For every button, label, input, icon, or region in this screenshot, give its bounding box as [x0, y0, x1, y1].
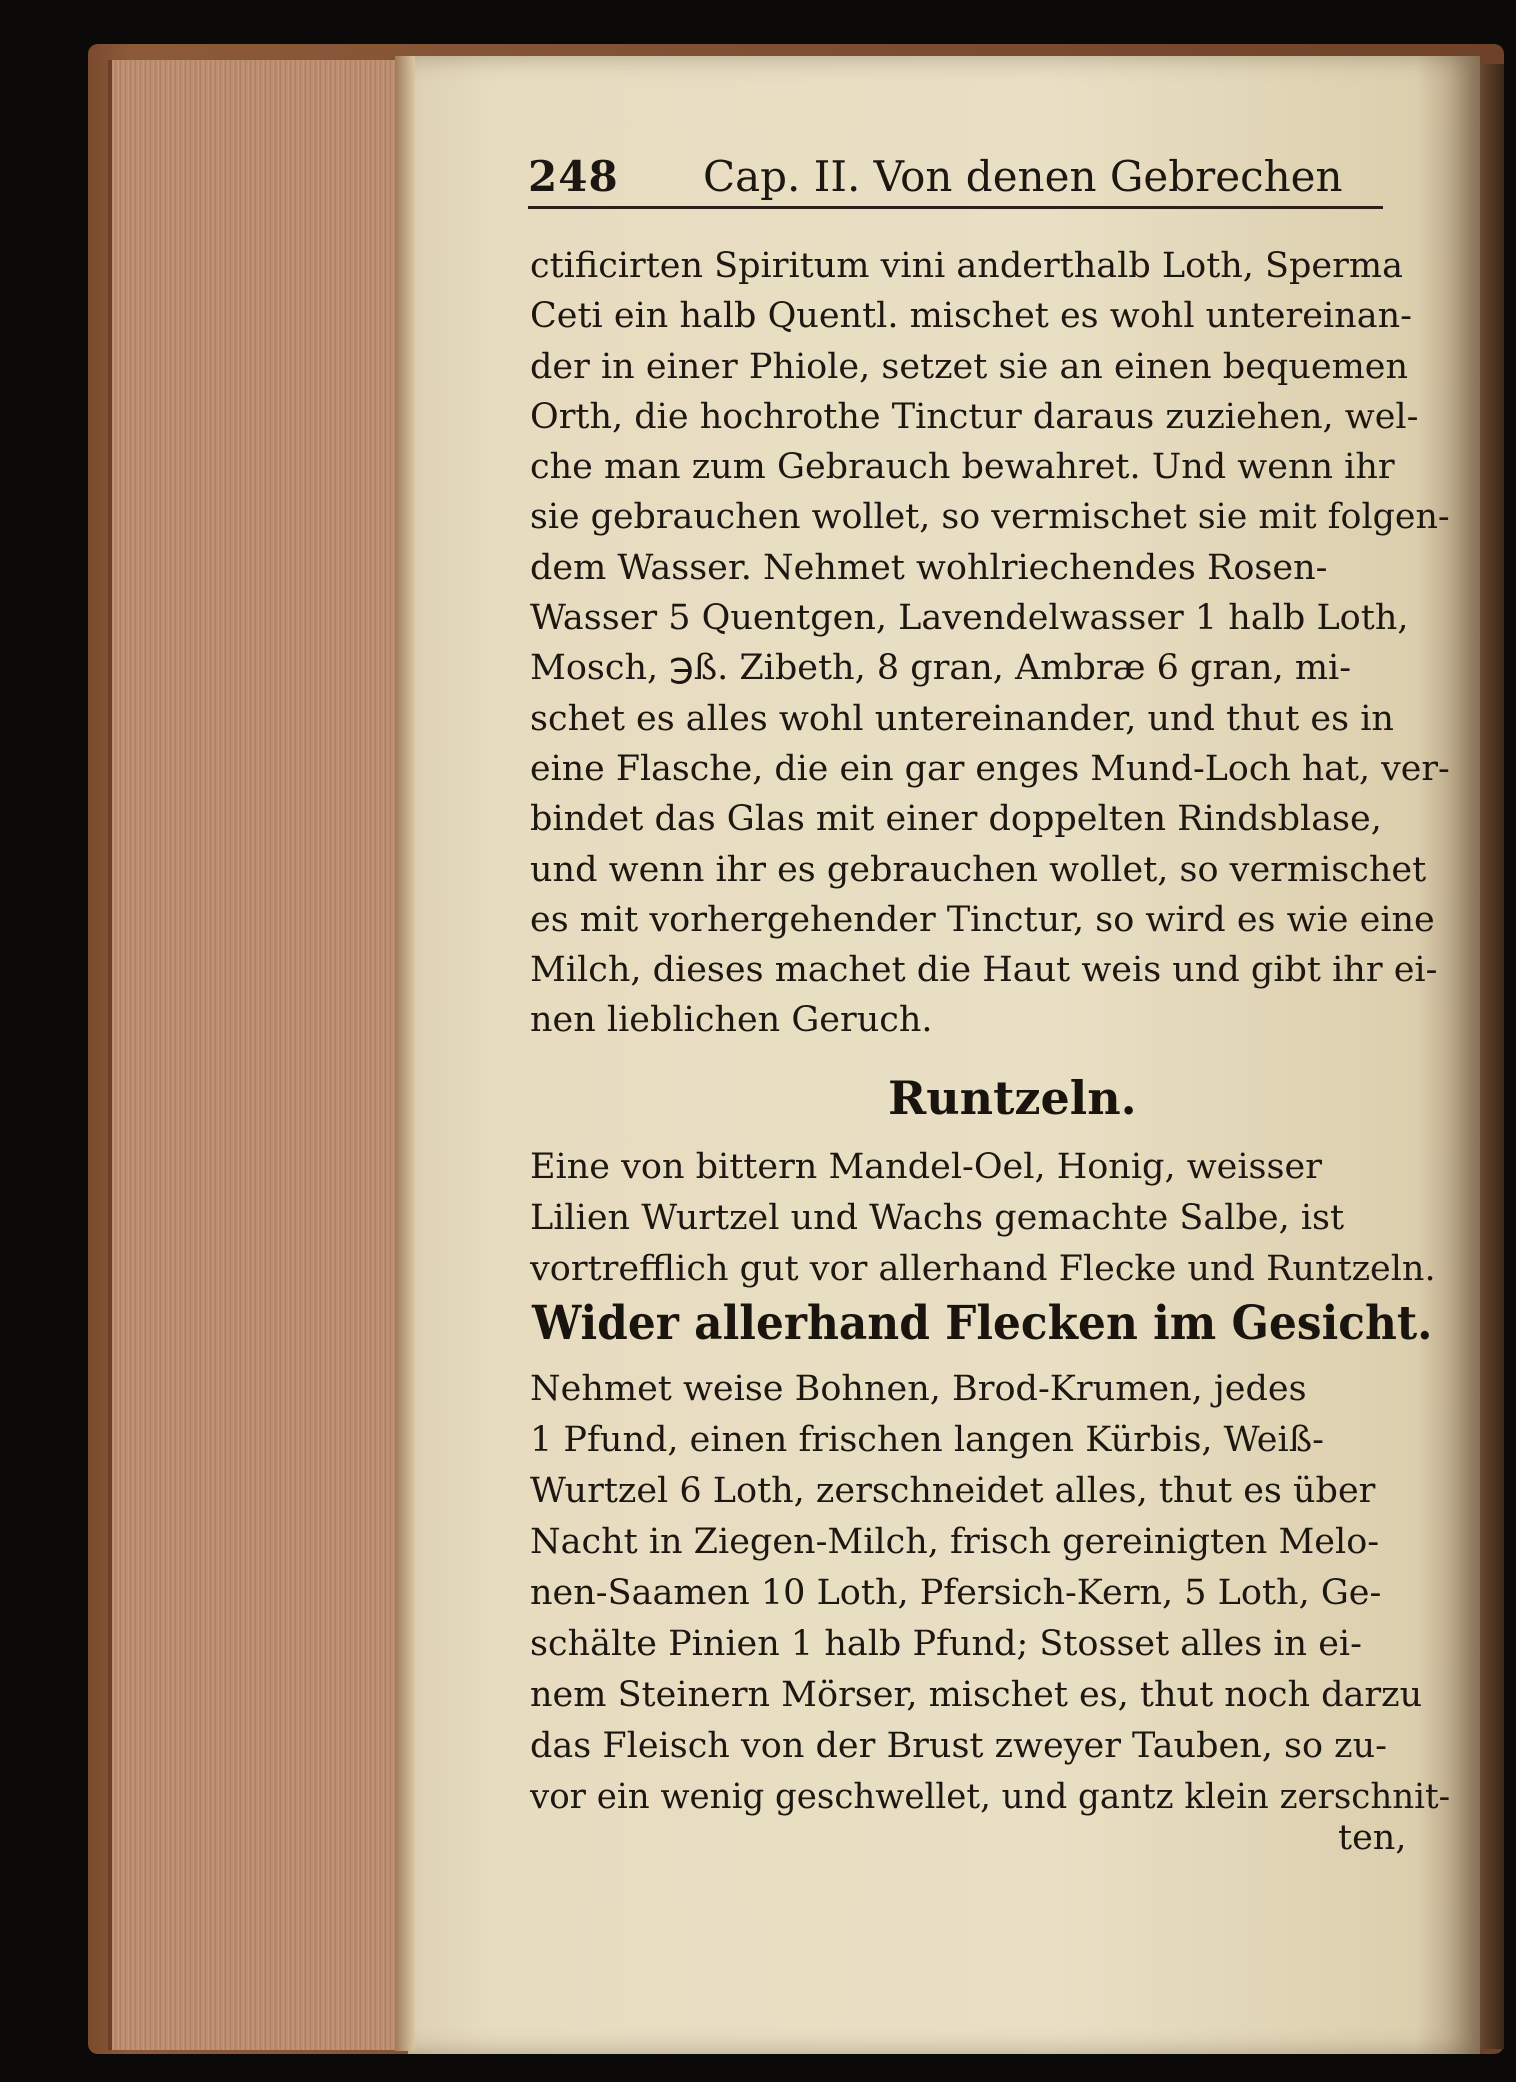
text-line: 1 Pfund, einen frischen langen Kürbis, Weiß-: [530, 1420, 1324, 1460]
running-header: [528, 144, 1428, 204]
page-block-edges: [108, 60, 412, 2050]
paragraph-recipe-continued: [530, 241, 1450, 1046]
text-line: schälte Pinien 1 halb Pfund; Stosset alles in ei-: [530, 1624, 1362, 1664]
text-line: Lilien Wurtzel und Wachs gemachte Salbe, ist: [530, 1198, 1345, 1238]
text-line: sie gebrauchen wollet, so vermischet sie mit folgen-: [530, 497, 1450, 538]
running-title: Cap. II. Von denen Gebrechen: [703, 152, 1343, 201]
text-line: Nacht in Ziegen-Milch, frisch gereinigten Melo-: [530, 1522, 1380, 1562]
section-heading-flecken: Wider allerhand Flecken im Gesicht.: [532, 1296, 1433, 1351]
section-heading-runtzeln: Runtzeln.: [888, 1071, 1137, 1125]
text-line: Wasser 5 Quentgen, Lavendelwasser 1 halb Loth,: [530, 598, 1409, 639]
text-line: ctificirten Spiritum vini anderthalb Loth, Sperma: [530, 246, 1403, 286]
text-line: vortrefflich gut vor allerhand Flecke und Runtzeln.: [530, 1249, 1436, 1289]
page-gutter: [395, 56, 415, 2051]
text-line: vor ein wenig geschwellet, und gantz klein zerschnit-: [530, 1777, 1451, 1817]
text-line: der in einer Phiole, setzet sie an einen bequemen: [530, 346, 1409, 387]
text-line: eine Flasche, die ein gar enges Mund-Loch hat, ver-: [530, 748, 1450, 789]
text-line: nen lieblichen Geruch.: [530, 1000, 933, 1041]
text-line: bindet das Glas mit einer doppelten Rindsblase,: [530, 799, 1382, 840]
text-line: Milch, dieses machet die Haut weis und gibt ihr ei-: [530, 950, 1438, 991]
paragraph-flecken: [530, 1364, 1450, 1823]
text-line: Orth, die hochrothe Tinctur daraus zuziehen, wel-: [530, 396, 1419, 437]
text-line: dem Wasser. Nehmet wohlriechendes Rosen-: [530, 547, 1328, 588]
catchword: ten,: [1338, 1818, 1407, 1858]
printed-page: [408, 56, 1480, 2054]
book-spine-shadow: [1478, 64, 1504, 2049]
text-line: schet es alles wohl untereinander, und thut es in: [530, 698, 1394, 739]
text-line: es mit vorhergehender Tinctur, so wird es wie eine: [530, 899, 1435, 940]
text-line: Ceti ein halb Quentl. mischet es wohl untereinan-: [530, 296, 1412, 337]
text-line: das Fleisch von der Brust zweyer Tauben, so zu-: [530, 1726, 1387, 1766]
text-line: Wurtzel 6 Loth, zerschneidet alles, thut es über: [530, 1471, 1376, 1511]
text-line: che man zum Gebrauch bewahret. Und wenn ihr: [530, 447, 1395, 488]
page-number: 248: [528, 152, 619, 201]
header-rule: [528, 206, 1383, 209]
text-line: nem Steinern Mörser, mischet es, thut noch darzu: [530, 1675, 1423, 1715]
text-line: Mosch, ℈ß. Zibeth, 8 gran, Ambræ 6 gran, mi-: [530, 648, 1352, 689]
paragraph-runtzeln: [530, 1142, 1450, 1295]
text-line: und wenn ihr es gebrauchen wollet, so vermischet: [530, 849, 1427, 890]
text-line: Nehmet weise Bohnen, Brod-Krumen, jedes: [530, 1369, 1307, 1409]
text-line: nen-Saamen 10 Loth, Pfersich-Kern, 5 Loth, Ge-: [530, 1573, 1382, 1613]
text-line: Eine von bittern Mandel-Oel, Honig, weisser: [530, 1147, 1322, 1187]
